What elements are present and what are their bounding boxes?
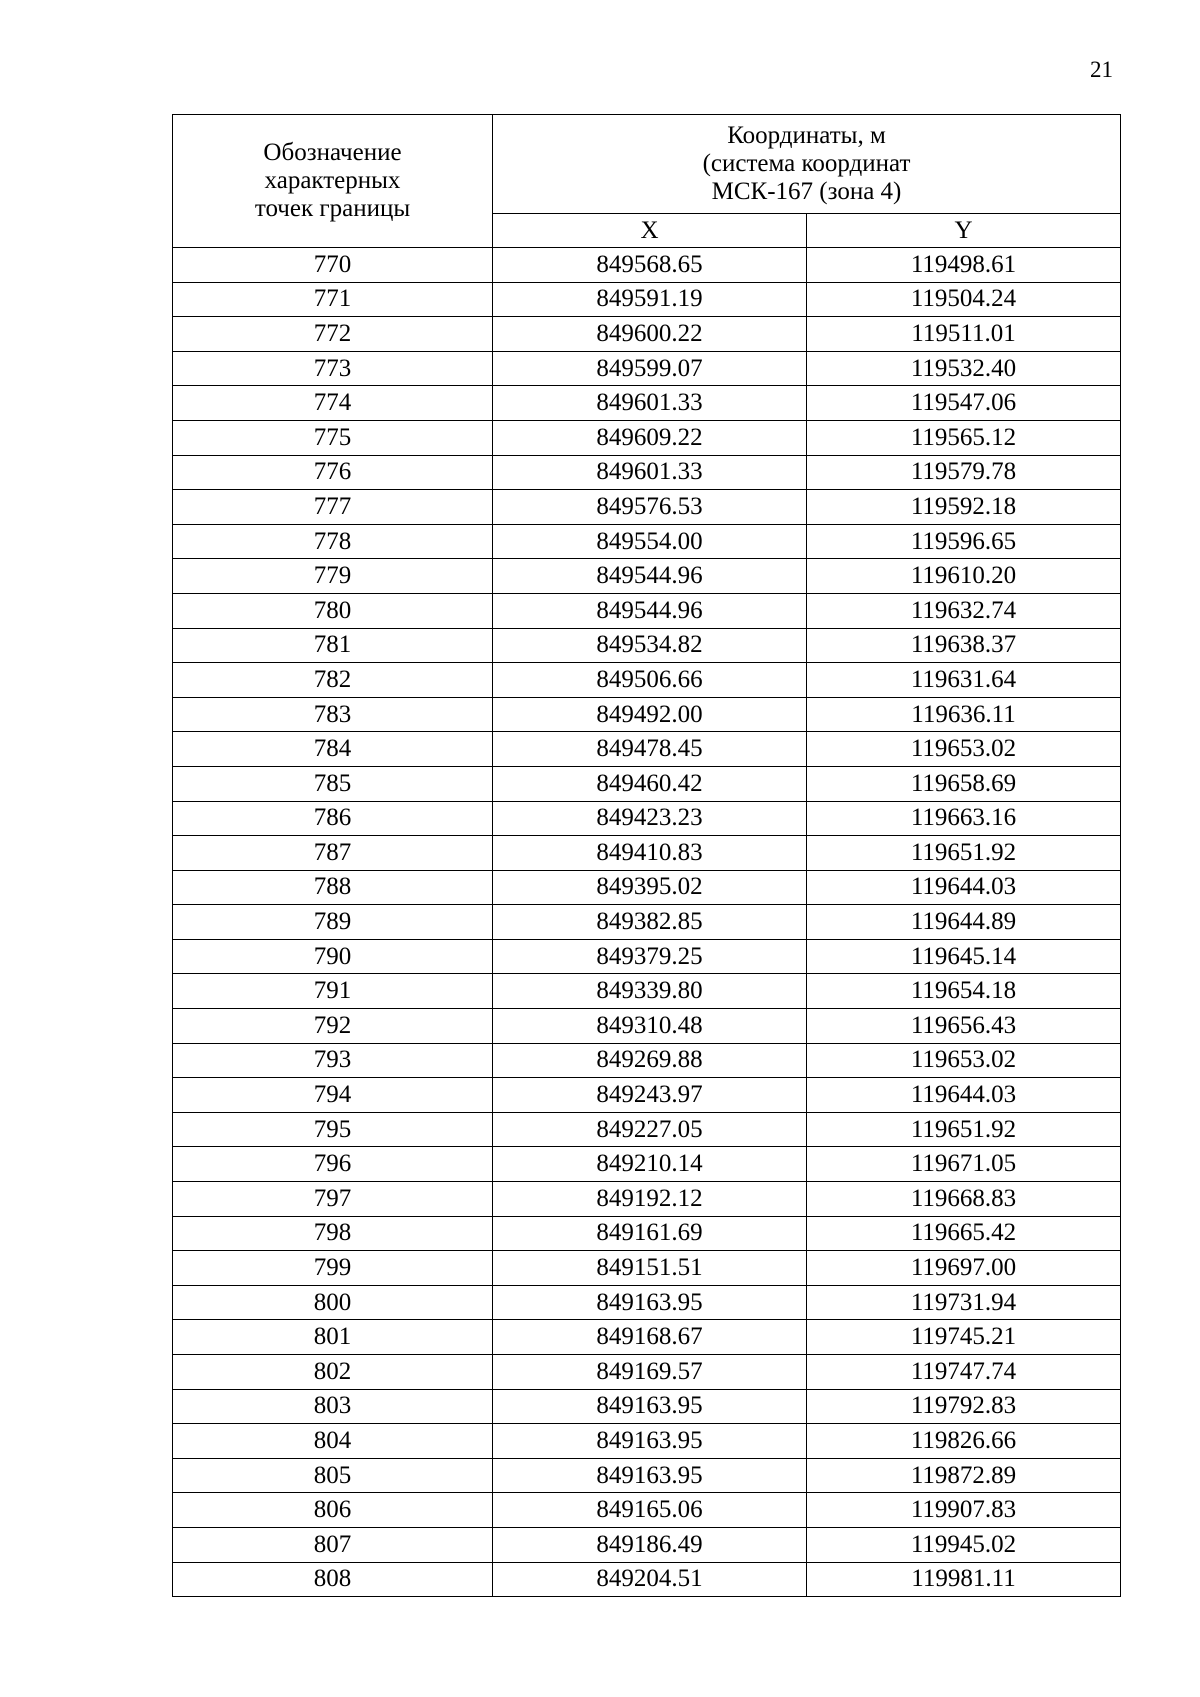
x-cell: 849204.51 xyxy=(493,1562,807,1597)
y-cell: 119632.74 xyxy=(807,593,1121,628)
y-cell: 119663.16 xyxy=(807,801,1121,836)
table-row xyxy=(173,1147,1121,1182)
y-cell: 119747.74 xyxy=(807,1355,1121,1390)
point-cell: 771 xyxy=(173,282,493,317)
y-cell: 119745.21 xyxy=(807,1320,1121,1355)
x-cell: 849423.23 xyxy=(493,801,807,836)
point-cell: 805 xyxy=(173,1458,493,1493)
table-row xyxy=(173,1320,1121,1355)
x-cell: 849599.07 xyxy=(493,351,807,386)
point-cell: 782 xyxy=(173,663,493,698)
y-cell: 119498.61 xyxy=(807,248,1121,283)
table-row xyxy=(173,317,1121,352)
x-cell: 849163.95 xyxy=(493,1424,807,1459)
y-cell: 119596.65 xyxy=(807,524,1121,559)
point-cell: 786 xyxy=(173,801,493,836)
x-cell: 849506.66 xyxy=(493,663,807,698)
table-row xyxy=(173,282,1121,317)
y-cell: 119981.11 xyxy=(807,1562,1121,1597)
y-cell: 119532.40 xyxy=(807,351,1121,386)
point-cell: 778 xyxy=(173,524,493,559)
x-cell: 849161.69 xyxy=(493,1216,807,1251)
x-cell: 849382.85 xyxy=(493,905,807,940)
x-cell: 849600.22 xyxy=(493,317,807,352)
header-coordinates xyxy=(493,115,1121,214)
table-header xyxy=(173,115,1121,248)
y-cell: 119651.92 xyxy=(807,836,1121,871)
y-cell: 119644.03 xyxy=(807,870,1121,905)
table-row xyxy=(173,663,1121,698)
x-cell: 849591.19 xyxy=(493,282,807,317)
point-cell: 802 xyxy=(173,1355,493,1390)
table-row xyxy=(173,1458,1121,1493)
x-cell: 849339.80 xyxy=(493,974,807,1009)
table-row xyxy=(173,1389,1121,1424)
x-cell: 849478.45 xyxy=(493,732,807,767)
y-cell: 119671.05 xyxy=(807,1147,1121,1182)
point-cell: 808 xyxy=(173,1562,493,1597)
table-row xyxy=(173,1182,1121,1217)
point-cell: 790 xyxy=(173,939,493,974)
table-body xyxy=(173,248,1121,1597)
y-cell: 119792.83 xyxy=(807,1389,1121,1424)
table-row xyxy=(173,974,1121,1009)
table-row xyxy=(173,1251,1121,1286)
table-row xyxy=(173,455,1121,490)
table-row xyxy=(173,1527,1121,1562)
table-row xyxy=(173,490,1121,525)
point-cell: 785 xyxy=(173,766,493,801)
point-cell: 789 xyxy=(173,905,493,940)
y-cell: 119697.00 xyxy=(807,1251,1121,1286)
x-cell: 849492.00 xyxy=(493,697,807,732)
table-row xyxy=(173,905,1121,940)
table-row xyxy=(173,801,1121,836)
x-cell: 849601.33 xyxy=(493,386,807,421)
x-cell: 849168.67 xyxy=(493,1320,807,1355)
point-cell: 783 xyxy=(173,697,493,732)
x-cell: 849163.95 xyxy=(493,1458,807,1493)
point-cell: 804 xyxy=(173,1424,493,1459)
x-cell: 849576.53 xyxy=(493,490,807,525)
x-cell: 849379.25 xyxy=(493,939,807,974)
y-cell: 119644.89 xyxy=(807,905,1121,940)
table-row xyxy=(173,1216,1121,1251)
table-row xyxy=(173,697,1121,732)
table-row xyxy=(173,939,1121,974)
x-cell: 849243.97 xyxy=(493,1078,807,1113)
table-row xyxy=(173,1078,1121,1113)
y-cell: 119651.92 xyxy=(807,1112,1121,1147)
point-cell: 780 xyxy=(173,593,493,628)
point-cell: 806 xyxy=(173,1493,493,1528)
point-cell: 776 xyxy=(173,455,493,490)
table-row xyxy=(173,1112,1121,1147)
y-cell: 119658.69 xyxy=(807,766,1121,801)
point-cell: 797 xyxy=(173,1182,493,1217)
x-cell: 849609.22 xyxy=(493,420,807,455)
y-cell: 119504.24 xyxy=(807,282,1121,317)
point-cell: 781 xyxy=(173,628,493,663)
point-cell: 800 xyxy=(173,1285,493,1320)
y-cell: 119872.89 xyxy=(807,1458,1121,1493)
header-y: Y xyxy=(807,214,1121,248)
table-row xyxy=(173,1493,1121,1528)
point-cell: 773 xyxy=(173,351,493,386)
x-cell: 849601.33 xyxy=(493,455,807,490)
y-cell: 119644.03 xyxy=(807,1078,1121,1113)
point-cell: 791 xyxy=(173,974,493,1009)
table-row xyxy=(173,1424,1121,1459)
x-cell: 849163.95 xyxy=(493,1389,807,1424)
y-cell: 119653.02 xyxy=(807,1043,1121,1078)
x-cell: 849310.48 xyxy=(493,1009,807,1044)
x-cell: 849210.14 xyxy=(493,1147,807,1182)
y-cell: 119656.43 xyxy=(807,1009,1121,1044)
point-cell: 788 xyxy=(173,870,493,905)
y-cell: 119668.83 xyxy=(807,1182,1121,1217)
table-row xyxy=(173,836,1121,871)
point-cell: 772 xyxy=(173,317,493,352)
table-row xyxy=(173,248,1121,283)
point-cell: 796 xyxy=(173,1147,493,1182)
x-cell: 849269.88 xyxy=(493,1043,807,1078)
header-designation xyxy=(173,115,493,248)
point-cell: 770 xyxy=(173,248,493,283)
table-row xyxy=(173,1562,1121,1597)
table-row xyxy=(173,1355,1121,1390)
point-cell: 795 xyxy=(173,1112,493,1147)
x-cell: 849192.12 xyxy=(493,1182,807,1217)
x-cell: 849544.96 xyxy=(493,559,807,594)
point-cell: 787 xyxy=(173,836,493,871)
y-cell: 119638.37 xyxy=(807,628,1121,663)
x-cell: 849544.96 xyxy=(493,593,807,628)
table-row xyxy=(173,559,1121,594)
coordinates-table xyxy=(172,114,1121,1597)
y-cell: 119636.11 xyxy=(807,697,1121,732)
point-cell: 784 xyxy=(173,732,493,767)
x-cell: 849227.05 xyxy=(493,1112,807,1147)
point-cell: 775 xyxy=(173,420,493,455)
table-row xyxy=(173,524,1121,559)
y-cell: 119547.06 xyxy=(807,386,1121,421)
point-cell: 777 xyxy=(173,490,493,525)
header-designation-label: Обозначение характерных точек границы xyxy=(254,139,411,222)
point-cell: 793 xyxy=(173,1043,493,1078)
point-cell: 792 xyxy=(173,1009,493,1044)
point-cell: 779 xyxy=(173,559,493,594)
point-cell: 774 xyxy=(173,386,493,421)
y-cell: 119654.18 xyxy=(807,974,1121,1009)
x-cell: 849165.06 xyxy=(493,1493,807,1528)
x-cell: 849151.51 xyxy=(493,1251,807,1286)
header-coordinates-label: Координаты, м (система координат МСК-167 (зона 4) xyxy=(702,122,911,205)
y-cell: 119511.01 xyxy=(807,317,1121,352)
y-cell: 119826.66 xyxy=(807,1424,1121,1459)
point-cell: 794 xyxy=(173,1078,493,1113)
table-row xyxy=(173,1043,1121,1078)
x-cell: 849554.00 xyxy=(493,524,807,559)
x-cell: 849460.42 xyxy=(493,766,807,801)
y-cell: 119610.20 xyxy=(807,559,1121,594)
table-row xyxy=(173,628,1121,663)
x-cell: 849186.49 xyxy=(493,1527,807,1562)
table-row xyxy=(173,351,1121,386)
x-cell: 849395.02 xyxy=(493,870,807,905)
point-cell: 798 xyxy=(173,1216,493,1251)
y-cell: 119731.94 xyxy=(807,1285,1121,1320)
table-row xyxy=(173,870,1121,905)
x-cell: 849568.65 xyxy=(493,248,807,283)
y-cell: 119565.12 xyxy=(807,420,1121,455)
y-cell: 119592.18 xyxy=(807,490,1121,525)
table-row xyxy=(173,766,1121,801)
y-cell: 119579.78 xyxy=(807,455,1121,490)
table-row xyxy=(173,593,1121,628)
y-cell: 119945.02 xyxy=(807,1527,1121,1562)
y-cell: 119665.42 xyxy=(807,1216,1121,1251)
point-cell: 799 xyxy=(173,1251,493,1286)
x-cell: 849169.57 xyxy=(493,1355,807,1390)
table-row xyxy=(173,1285,1121,1320)
table-row xyxy=(173,1009,1121,1044)
x-cell: 849534.82 xyxy=(493,628,807,663)
table-row xyxy=(173,420,1121,455)
x-cell: 849163.95 xyxy=(493,1285,807,1320)
point-cell: 801 xyxy=(173,1320,493,1355)
point-cell: 807 xyxy=(173,1527,493,1562)
y-cell: 119653.02 xyxy=(807,732,1121,767)
point-cell: 803 xyxy=(173,1389,493,1424)
table-row xyxy=(173,732,1121,767)
y-cell: 119645.14 xyxy=(807,939,1121,974)
table-row xyxy=(173,386,1121,421)
y-cell: 119907.83 xyxy=(807,1493,1121,1528)
header-x: X xyxy=(493,214,807,248)
y-cell: 119631.64 xyxy=(807,663,1121,698)
x-cell: 849410.83 xyxy=(493,836,807,871)
page-number: 21 xyxy=(1090,57,1113,82)
